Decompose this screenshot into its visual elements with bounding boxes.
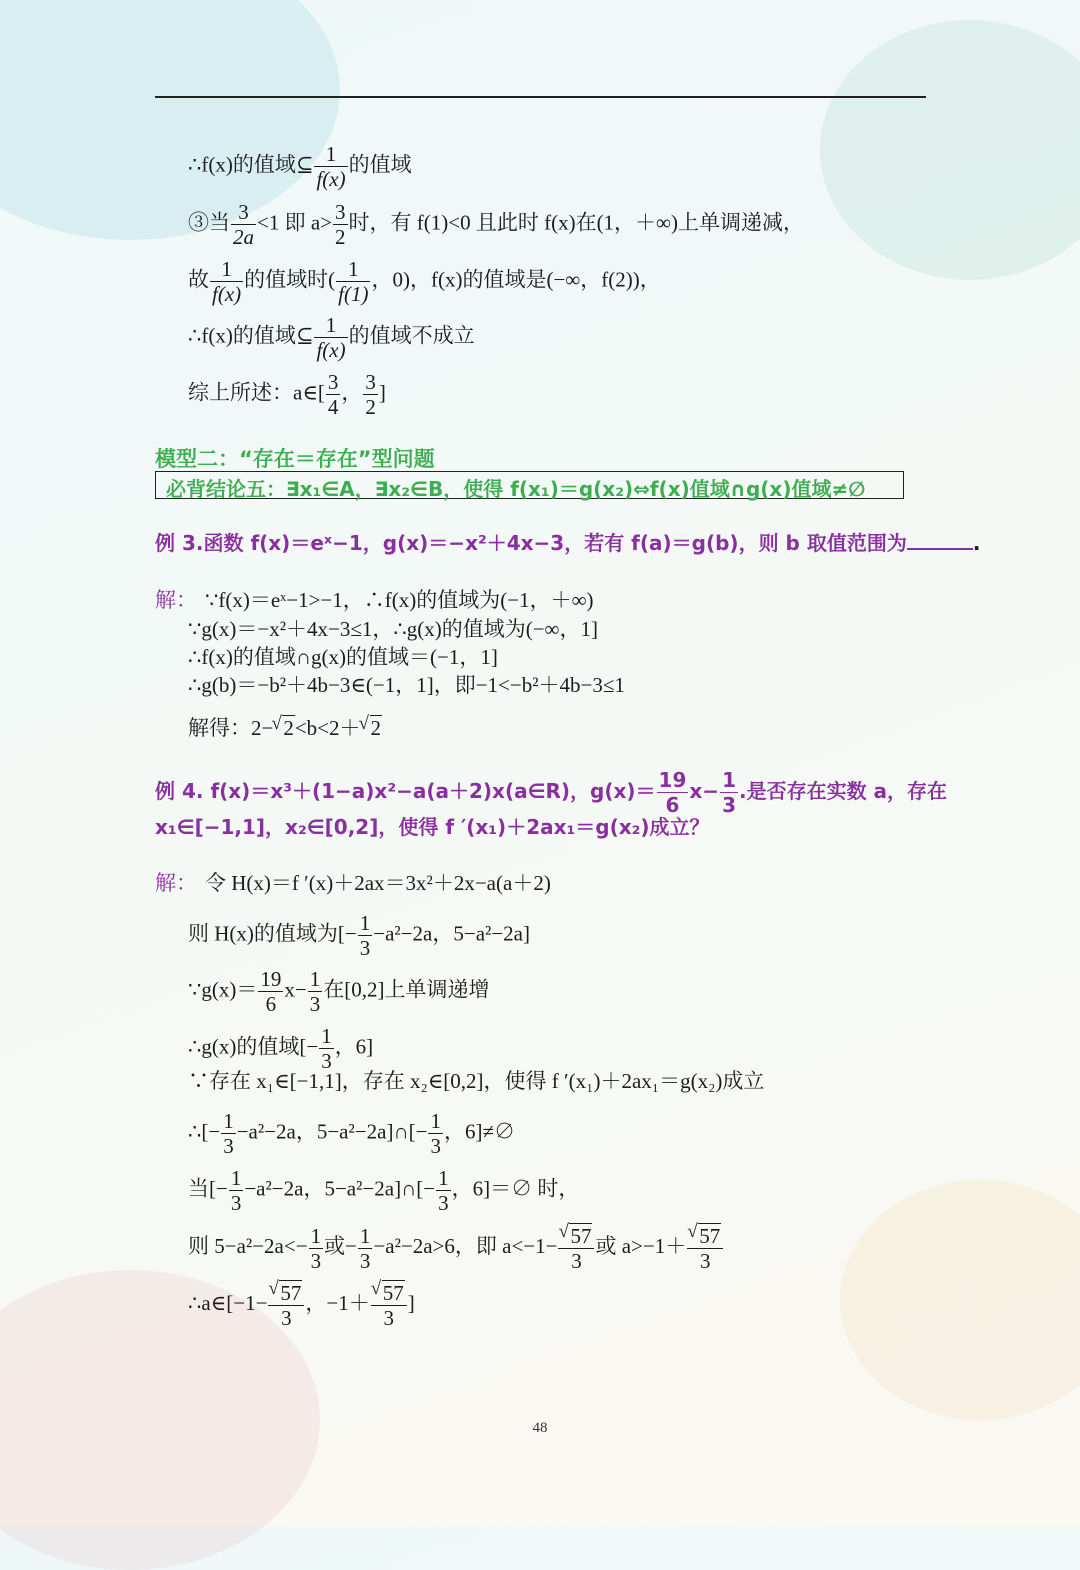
example-4-solution-8: 则 5−a²−2a<− $\frac{1}{3}$ 或− $\frac{1}{3}$ −a²−2a>6，即 a<−1− √ $\frac{57}{3}$ 或 a>−1＋ √ $\frac{57}{3}$ — [188, 1223, 724, 1273]
fraction: $\frac{19}{6}$ — [658, 768, 687, 817]
fraction: $\frac{1}{3}$ — [230, 1166, 242, 1215]
example-3-solution-2: ∵g(x)＝−x²＋4x−3≤1，∴g(x)的值域为(−∞，1] — [188, 617, 599, 641]
fraction: $\frac{1}{3}$ — [430, 1109, 441, 1158]
fraction: $\frac{1}{3}$ — [722, 768, 736, 817]
derivation-line-2: ③当 $\frac{3}{2a}$ <1 即 a> $\frac{3}{2}$ 时，有 f(1)<0 且此时 f(x)在(1，＋∞)上单调递减， — [188, 200, 805, 249]
sqrt: √ 57 — [382, 1280, 405, 1305]
sqrt: √ 2 — [370, 715, 383, 740]
example-4-solution-3: ∵g(x)＝ $\frac{19}{6}$ x− $\frac{1}{3}$ 在[0,2]上单调递增 — [188, 967, 490, 1016]
fraction: $\frac{1}{3}$ — [310, 1223, 322, 1273]
page-number: 48 — [532, 1420, 548, 1436]
fraction: $\frac{1}{f(x)}$ — [212, 257, 242, 306]
fraction: $\frac{1}{f(x)}$ — [316, 142, 346, 191]
example-4-solution-5: ∵存在 x₁∈[−1,1]，存在 x₂∈[0,2]，使得 f ′(x₁)＋2ax₁＝g(x₂)成立 — [188, 1069, 765, 1093]
example-3-solution-4: ∴g(b)＝−b²＋4b−3∈(−1，1]，即−1<−b²＋4b−3≤1 — [188, 673, 625, 697]
section-heading: 模型二：“存在＝存在”型问题 — [155, 447, 435, 471]
example-4-solution-7: 当[− $\frac{1}{3}$ −a²−2a，5−a²−2a]∩[− $\frac{1}{3}$ ，6]＝∅ 时， — [188, 1166, 580, 1215]
fraction: $\frac{1}{3}$ — [359, 1223, 371, 1273]
fraction: $\frac{1}{3}$ — [321, 1024, 332, 1073]
background-decoration — [820, 20, 1080, 280]
answer-blank — [907, 548, 973, 550]
example-4-solution-9: ∴a∈[−1− √ $\frac{57}{3}$ ，−1＋ √ $\frac{57}{3}$ ] — [188, 1280, 415, 1330]
fraction: $\frac{1}{3}$ — [223, 1109, 234, 1158]
fraction: $\frac{19}{6}$ — [260, 967, 282, 1016]
fraction: √ $\frac{57}{3}$ — [687, 1223, 723, 1273]
fraction: $\frac{3}{2}$ — [365, 370, 376, 419]
example-4-solution-2: 则 H(x)的值域为[− $\frac{1}{3}$ −a²−2a，5−a²−2a] — [188, 911, 530, 960]
fraction: √ $\frac{57}{3}$ — [371, 1280, 407, 1330]
example-4-title-line-2: x₁∈[−1,1]，x₂∈[0,2]，使得 f ′(x₁)＋2ax₁＝g(x₂)成立？ — [155, 815, 710, 839]
example-3-solution-5: 解得：2−√ 2<b<2＋√ 2 — [188, 715, 382, 740]
example-4-solution-1: 解： 令 H(x)＝f ′(x)＋2ax＝3x²＋2x−a(a＋2) — [155, 871, 551, 895]
fraction: $\frac{3}{2}$ — [335, 200, 346, 249]
sqrt: √ 57 — [569, 1223, 592, 1248]
solution-label: 解： — [155, 871, 197, 895]
fraction: $\frac{1}{3}$ — [309, 967, 321, 1016]
example-3-solution-1: 解： ∵f(x)＝eˣ−1>−1，∴f(x)的值域为(−1，＋∞) — [155, 588, 594, 612]
fraction: $\frac{3}{4}$ — [327, 370, 339, 419]
fraction: $\frac{3}{2a}$ — [233, 200, 254, 249]
derivation-line-3: 故 $\frac{1}{f(x)}$ 的值域时( $\frac{1}{f(1)}$ ，0)，f(x)的值域是(−∞，f(2))， — [188, 257, 661, 306]
example-4-title: 例 4. f(x)＝x³＋(1−a)x²−a(a＋2)x(a∈R)，g(x)＝ $\frac{19}{6}$ x− $\frac{1}{3}$ .是否存在实数 a，存在 — [155, 768, 948, 817]
fraction: $\frac{1}{3}$ — [438, 1166, 449, 1215]
fraction: $\frac{1}{3}$ — [359, 911, 371, 960]
conclusion-text: 必背结论五：∃x₁∈A，∃x₂∈B，使得 f(x₁)＝g(x₂)⇔f(x)值域∩g(x)值域≠∅ — [166, 477, 866, 501]
example-4-solution-6: ∴[− $\frac{1}{3}$ −a²−2a，5−a²−2a]∩[− $\frac{1}{3}$ ，6]≠∅ — [188, 1109, 515, 1158]
sqrt: √ 57 — [698, 1223, 721, 1248]
fraction: √ $\frac{57}{3}$ — [558, 1223, 594, 1273]
fraction: $\frac{1}{f(1)}$ — [338, 257, 369, 306]
derivation-line-4: ∴f(x)的值域⊆ $\frac{1}{f(x)}$ 的值域不成立 — [188, 313, 475, 362]
header-rule — [155, 96, 926, 98]
fraction: $\frac{1}{f(x)}$ — [316, 313, 346, 362]
sqrt: √ 57 — [279, 1280, 302, 1305]
example-3-title: 例 3.函数 f(x)＝eˣ−1，g(x)＝−x²＋4x−3，若有 f(a)＝g(b)，则 b 取值范围为 . — [155, 531, 981, 555]
derivation-conclusion: 综上所述：a∈[ $\frac{3}{4}$ ， $\frac{3}{2}$ ] — [188, 370, 386, 419]
derivation-line-1: ∴f(x)的值域⊆ $\frac{1}{f(x)}$ 的值域 — [188, 142, 412, 191]
example-3-solution-3: ∴f(x)的值域∩g(x)的值域＝(−1，1] — [188, 645, 498, 669]
background-decoration — [840, 1180, 1080, 1420]
example-4-solution-4: ∴g(x)的值域[− $\frac{1}{3}$ ，6] — [188, 1024, 374, 1073]
fraction: √ $\frac{57}{3}$ — [268, 1280, 304, 1330]
solution-label: 解： — [155, 588, 197, 612]
sqrt: √ 2 — [282, 715, 295, 740]
